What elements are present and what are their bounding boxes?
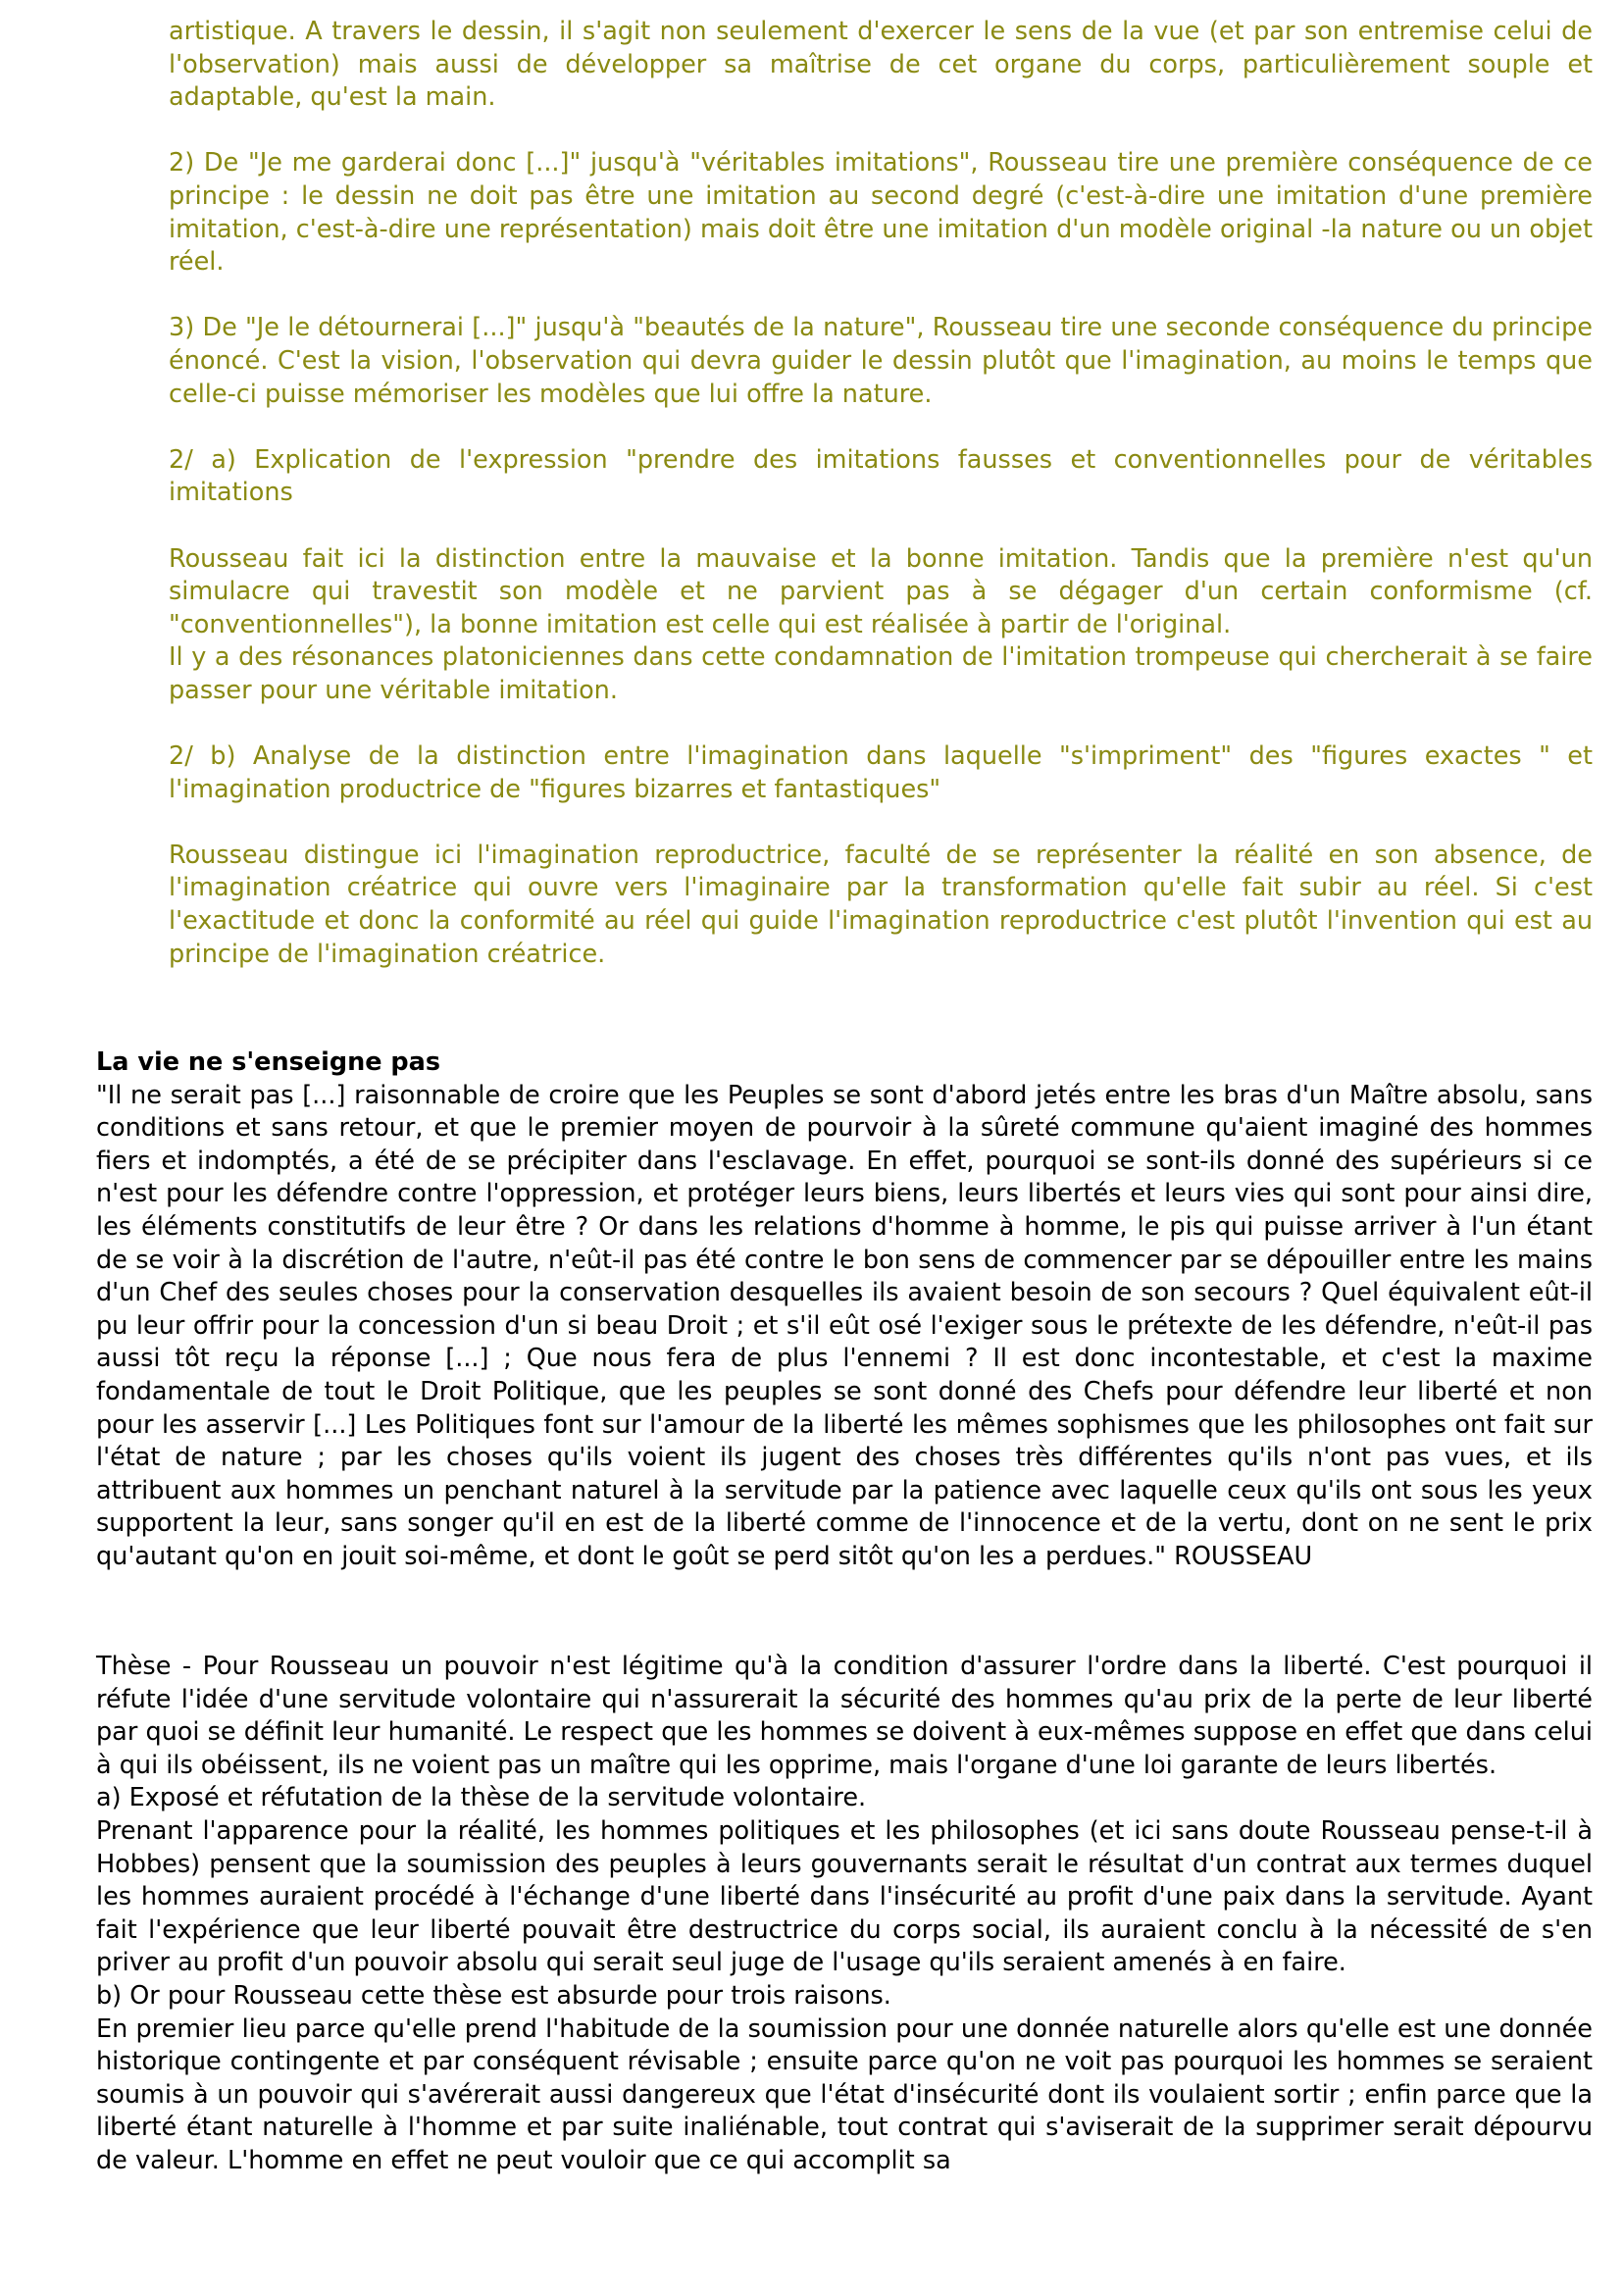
paragraph-2a-body: Rousseau fait ici la distinction entre la mauvaise et la bonne imitation. Tandis que la première n'est qu'un simulacre qui travestit son modèle et ne parvient pas à se dégager d'un certain conformisme (cf. "conventionnelles"), la bonne imitation est celle qui est réalisée à partir de l'original. [169,543,1593,639]
commentary-section [169,16,1593,971]
paragraph-2a-title: 2/ a) Explication de l'expression "prendre des imitations fausses et conventionnelles pour de véritables imitations [169,444,1593,508]
rousseau-quote: "Il ne serait pas [...] raisonnable de croire que les Peuples se sont d'abord jetés entre les bras d'un Maître absolu, sans conditions et sans retour, et que le premier moyen de pourvoir à la sûreté commune qu'aient imaginé des hommes fiers et indomptés, a été de se précipiter dans l'esclavage. En effet, pourquoi se sont-ils donné des supérieurs si ce n'est pour les défendre contre l'oppression, et protéger leurs biens, leurs libertés et leurs vies qui sont pour ainsi dire, les éléments constitutifs de leur être ? Or dans les relations d'homme à homme, le pis qui puisse arriver à l'un étant de se voir à la discrétion de l'autre, n'eût-il pas été contre le bon sens de commencer par se dépouiller entre les mains d'un Chef des seules choses pour la conservation desquelles ils avaient besoin de son secours ? Quel équivalent eût-il pu leur offrir pour la concession d'un si beau Droit ; et s'il eût osé l'exiger sous le prétexte de les défendre, n'eût-il pas aussi tôt reçu la réponse [...] ; Que nous fera de plus l'ennemi ? Il est donc incontestable, et c'est la maxime fondamentale de tout le Droit Politique, que les peuples se sont donné des Chefs pour défendre leur liberté et non pour les asservir [...] Les Politiques font sur l'amour de la liberté les mêmes sophismes que les philosophes ont fait sur l'état de nature ; par les choses qu'ils voient ils jugent des choses très différentes qu'ils n'ont pas vues, et ils attribuent aux hommes un penchant naturel à la servitude par la patience avec laquelle ceux qu'ils ont sous les yeux supportent la leur, sans songer qu'il en est de la liberté comme de l'innocence et de la vertu, dont on ne sent le prix qu'autant qu'on en jouit soi-même, et dont le goût se perd sitôt qu'on les a perdues." ROUSSEAU [96,1080,1593,1571]
part-b-body: En premier lieu parce qu'elle prend l'habitude de la soumission pour une donnée naturelle alors qu'elle est une donnée historique contingente et par conséquent révisable ; ensuite parce qu'on ne voit pas pourquoi les hommes se seraient soumis à un pouvoir qui s'avérerait aussi dangereux que l'état d'insécurité dont ils voulaient sortir ; enfin parce que la liberté étant naturelle à l'homme et par suite inaliénable, tout contrat qui s'aviserait de la supprimer serait dépourvu de valeur. L'homme en effet ne peut vouloir que ce qui accomplit sa [96,2014,1593,2175]
these-paragraph: Thèse - Pour Rousseau un pouvoir n'est légitime qu'à la condition d'assurer l'ordre dans la liberté. C'est pourquoi il réfute l'idée d'une servitude volontaire qui n'assurerait la sécurité des hommes qu'au prix de la perte de leur liberté par quoi se définit leur humanité. Le respect que les hommes se doivent à eux-mêmes suppose en effet que dans celui à qui ils obéissent, ils ne voient pas un maître qui les opprime, mais l'organe d'une loi garante de leurs libertés. [96,1652,1593,1780]
part-a-title: a) Exposé et réfutation de la thèse de la servitude volontaire. [96,1783,867,1813]
paragraph-2a-platonic: Il y a des résonances platoniciennes dans cette condamnation de l'imitation trompeuse qui chercherait à se faire passer pour une véritable imitation. [169,642,1593,705]
part-b-title: b) Or pour Rousseau cette thèse est absurde pour trois raisons. [96,1980,891,2011]
paragraph-point-3: 3) De "Je le détournerai [...]" jusqu'à "beautés de la nature", Rousseau tire une seconde conséquence du principe énoncé. C'est la vision, l'observation qui devra guider le dessin plutôt que l'imagination, au moins le temps que celle-ci puisse mémoriser les modèles que lui offre la nature. [169,313,1593,409]
paragraph-2b-title: 2/ b) Analyse de la distinction entre l'imagination dans laquelle "s'impriment" des "figures exactes " et l'imagination productrice de "figures bizarres et fantastiques" [169,741,1593,804]
paragraph-intro-continuation: artistique. A travers le dessin, il s'agit non seulement d'exercer le sens de la vue (et par son entremise celui de l'observation) mais aussi de développer sa maîtrise de cet organe du corps, particulièrement souple et adaptable, qu'est la main. [169,17,1593,113]
paragraph-point-2: 2) De "Je me garderai donc [...]" jusqu'à "véritables imitations", Rousseau tire une première conséquence de ce principe : le dessin ne doit pas être une imitation au second degré (c'est-à-dire une imitation d'une première imitation, c'est-à-dire une représentation) mais doit être une imitation d'un modèle original -la nature ou un objet réel. [169,148,1593,278]
part-a-body: Prenant l'apparence pour la réalité, les hommes politiques et les philosophes (et ici sans doute Rousseau pense-t-il à Hobbes) pensent que la soumission des peuples à leurs gouvernants serait le résultat d'un contrat aux termes duquel les hommes auraient procédé à l'échange d'une liberté dans l'insécurité au profit d'une paix dans la servitude. Ayant fait l'expérience que leur liberté pouvait être destructrice du corps social, ils auraient conclu à la nécessité de s'en priver au profit d'un pouvoir absolu qui serait seul juge de l'usage qu'ils seraient amenés à en faire. [96,1815,1593,1978]
analysis-section [96,1651,1593,2178]
text-section-la-vie [96,1046,1593,1574]
paragraph-2b-body: Rousseau distingue ici l'imagination reproductrice, faculté de se représenter la réalité en son absence, de l'imagination créatrice qui ouvre vers l'imaginaire par la transformation qu'elle fait subir au réel. Si c'est l'exactitude et donc la conformité au réel qui guide l'imagination reproductrice c'est plutôt l'invention qui est au principe de l'imagination créatrice. [169,840,1593,969]
section-heading: La vie ne s'enseigne pas [96,1047,441,1077]
